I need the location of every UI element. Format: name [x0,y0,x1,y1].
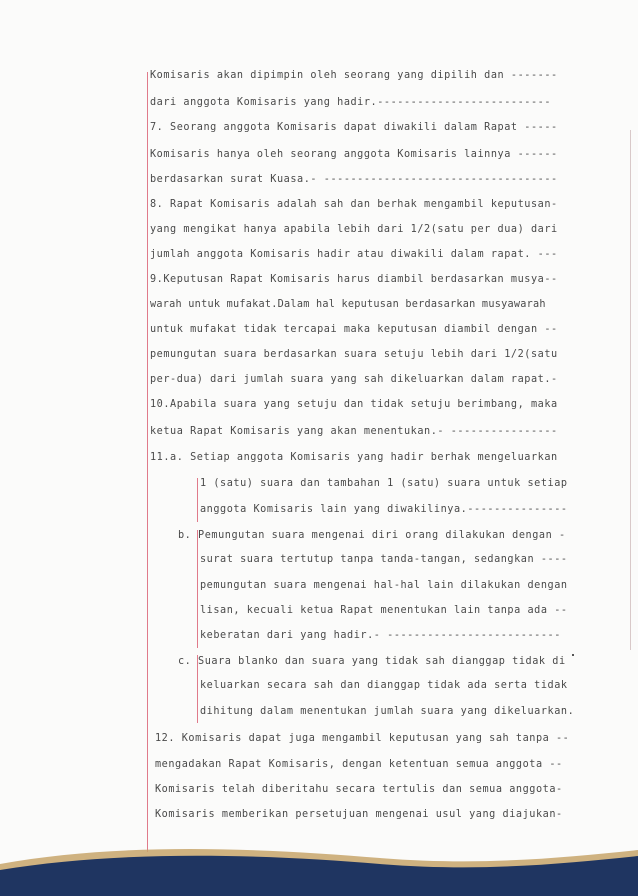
text-line-28: mengadakan Rapat Komisaris, dengan ketentuan semua anggota -- [155,759,563,770]
text-line-15: ketua Rapat Komisaris yang akan menentukan.- ---------------- [150,426,558,437]
text-line-22: lisan, kecuali ketua Rapat menentukan lain tanpa ada -- [200,605,568,616]
text-line-3: 7. Seorang anggota Komisaris dapat diwakili dalam Rapat ----- [150,122,558,133]
text-line-4: Komisaris hanya oleh seorang anggota Komisaris lainnya ------ [150,149,558,160]
text-line-12: pemungutan suara berdasarkan suara setuju lebih dari 1/2(satu [150,349,558,360]
text-line-19: b. Pemungutan suara mengenai diri orang dilakukan dengan - [178,530,566,541]
text-line-23: keberatan dari yang hadir.- -------------------------- [200,630,561,641]
text-line-7: yang mengikat hanya apabila lebih dari 1/2(satu per dua) dari [150,224,558,235]
text-line-10: warah untuk mufakat.Dalam hal keputusan berdasarkan musyawarah [150,299,546,310]
margin-rule [147,72,148,852]
text-line-25: keluarkan secara sah dan dianggap tidak ada serta tidak [200,680,568,691]
text-line-21: pemungutan suara mengenai hal-hal lain dilakukan dengan [200,580,568,591]
scan-speck [572,654,574,656]
text-line-18: anggota Komisaris lain yang diwakilinya.--------------- [200,504,568,515]
text-line-2: dari anggota Komisaris yang hadir.-------------------------- [150,97,552,108]
text-line-24: c. Suara blanko dan suara yang tidak sah dianggap tidak di [178,656,566,667]
footer-wave-decoration [0,836,638,896]
text-line-20: surat suara tertutup tanpa tanda-tangan, sedangkan ---- [200,554,568,565]
text-line-5: berdasarkan surat Kuasa.- ----------------------------------- [150,174,558,185]
sub-margin-rule-b [197,530,198,648]
right-margin-rule [630,130,631,650]
text-line-16: 11.a. Setiap anggota Komisaris yang hadir berhak mengeluarkan [150,452,558,463]
text-line-13: per-dua) dari jumlah suara yang sah dikeluarkan dalam rapat.- [150,374,558,385]
text-line-14: 10.Apabila suara yang setuju dan tidak setuju berimbang, maka [150,399,558,410]
text-line-11: untuk mufakat tidak tercapai maka keputusan diambil dengan -- [150,324,558,335]
text-line-9: 9.Keputusan Rapat Komisaris harus diambil berdasarkan musya-- [150,274,558,285]
text-line-29: Komisaris telah diberitahu secara tertulis dan semua anggota- [155,784,563,795]
text-line-1: Komisaris akan dipimpin oleh seorang yang dipilih dan ------- [150,70,558,81]
text-line-26: dihitung dalam menentukan jumlah suara yang dikeluarkan. [200,706,575,717]
text-line-8: jumlah anggota Komisaris hadir atau diwakili dalam rapat. --- [150,249,558,260]
text-line-17: 1 (satu) suara dan tambahan 1 (satu) suara untuk setiap [200,478,568,489]
text-line-6: 8. Rapat Komisaris adalah sah dan berhak mengambil keputusan- [150,199,558,210]
text-line-27: 12. Komisaris dapat juga mengambil keputusan yang sah tanpa -- [155,733,570,744]
sub-margin-rule-a [197,478,198,522]
text-line-30: Komisaris memberikan persetujuan mengenai usul yang diajukan- [155,809,563,820]
